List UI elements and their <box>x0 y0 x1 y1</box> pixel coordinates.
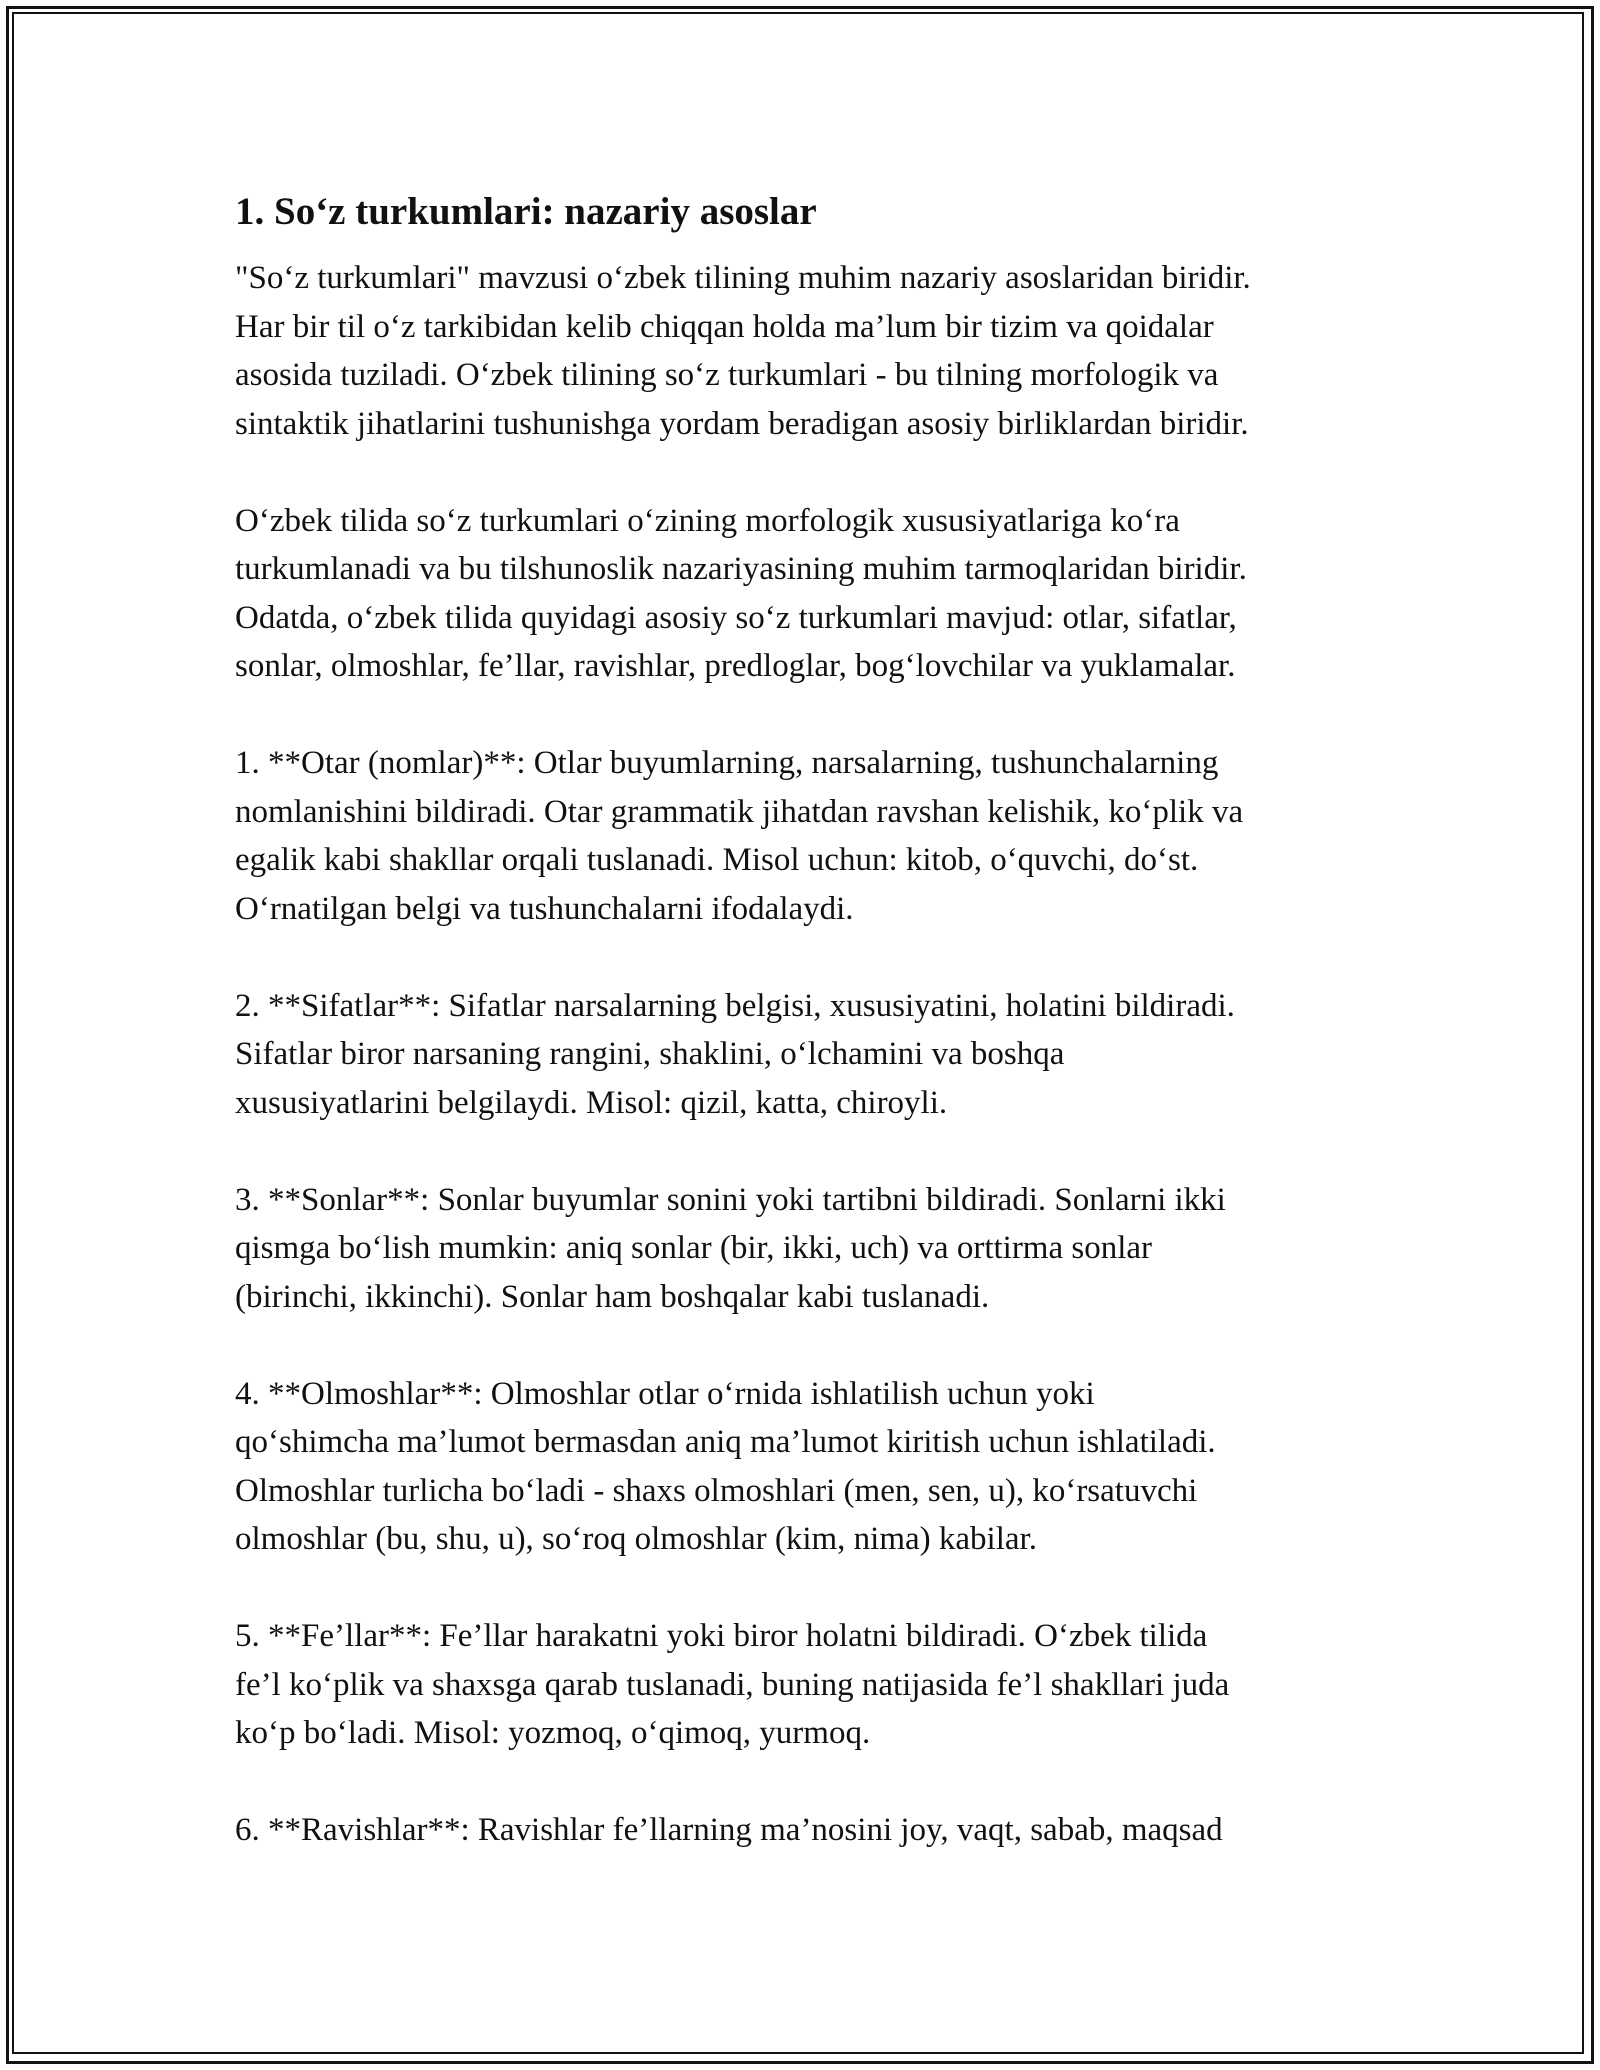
paragraph-sonlar <box>235 1176 1385 1322</box>
text-line: egalik kabi shakllar orqali tuslanadi. Misol uchun: kitob, o‘quvchi, do‘st. <box>235 842 1199 878</box>
paragraph-intro <box>235 254 1385 448</box>
text-line: asosida tuziladi. O‘zbek tilining so‘z turkumlari - bu tilning morfologik va <box>235 357 1219 393</box>
text-line: nomlanishini bildiradi. Otar grammatik jihatdan ravshan kelishik, ko‘plik va <box>235 793 1244 830</box>
text-line: turkumlanadi va bu tilshunoslik nazariyasining muhim tarmoqlaridan biridir. <box>235 551 1247 587</box>
text-line: 4. **Olmoshlar**: Olmoshlar otlar o‘rnida ishlatilish uchun yoki <box>235 1375 1095 1412</box>
paragraph-sifatlar <box>235 982 1385 1128</box>
paragraph-otlar <box>235 739 1385 933</box>
text-line: O‘zbek tilida so‘z turkumlari o‘zining morfologik xususiyatlariga ko‘ra <box>235 502 1180 539</box>
text-line: fe’l ko‘plik va shaxsga qarab tuslanadi, buning natijasida fe’l shakllari juda <box>235 1666 1230 1703</box>
paragraph-overview <box>235 497 1385 691</box>
text-line: sonlar, olmoshlar, fe’llar, ravishlar, predloglar, bog‘lovchilar va yuklamalar. <box>235 648 1236 684</box>
text-line: xususiyatlarini belgilaydi. Misol: qizil, katta, chiroyli. <box>235 1084 948 1121</box>
text-line: Odatda, o‘zbek tilida quyidagi asosiy so‘z turkumlari mavjud: otlar, sifatlar, <box>235 599 1237 636</box>
text-line: Har bir til o‘z tarkibidan kelib chiqqan holda ma’lum bir tizim va qoidalar <box>235 308 1214 345</box>
paragraph-olmoshlar <box>235 1370 1385 1564</box>
text-line: qismga bo‘lish mumkin: aniq sonlar (bir, ikki, uch) va orttirma sonlar <box>235 1230 1153 1266</box>
text-line: olmoshlar (bu, shu, u), so‘roq olmoshlar (kim, nima) kabilar. <box>235 1521 1037 1557</box>
paragraph-ravishlar <box>235 1806 1385 1855</box>
text-line: "So‘z turkumlari" mavzusi o‘zbek tilining muhim nazariy asoslaridan biridir. <box>235 260 1251 296</box>
text-line: qo‘shimcha ma’lumot bermasdan aniq ma’lumot kiritish uchun ishlatiladi. <box>235 1424 1216 1460</box>
text-line: Olmoshlar turlicha bo‘ladi - shaxs olmoshlari (men, sen, u), ko‘rsatuvchi <box>235 1472 1198 1509</box>
text-line: (birinchi, ikkinchi). Sonlar ham boshqalar kabi tuslanadi. <box>235 1278 990 1315</box>
text-line: 3. **Sonlar**: Sonlar buyumlar sonini yoki tartibni bildiradi. Sonlarni ikki <box>235 1181 1226 1218</box>
text-line: 5. **Fe’llar**: Fe’llar harakatni yoki biror holatni bildiradi. O‘zbek tilida <box>235 1618 1208 1654</box>
text-line: sintaktik jihatlarini tushunishga yordam beradigan asosiy birliklardan biridir. <box>235 405 1249 442</box>
text-line: Sifatlar biror narsaning rangini, shaklini, o‘lchamini va boshqa <box>235 1036 1065 1072</box>
document-body <box>235 188 1385 1903</box>
text-line: O‘rnatilgan belgi va tushunchalarni ifodalaydi. <box>235 890 854 927</box>
text-line: 6. **Ravishlar**: Ravishlar fe’llarning ma’nosini joy, vaqt, sabab, maqsad <box>235 1812 1223 1848</box>
text-line: 2. **Sifatlar**: Sifatlar narsalarning belgisi, xususiyatini, holatini bildiradi. <box>235 987 1235 1024</box>
text-line: ko‘p bo‘ladi. Misol: yozmoq, o‘qimoq, yurmoq. <box>235 1715 871 1751</box>
text-line: 1. **Otar (nomlar)**: Otlar buyumlarning, narsalarning, tushunchalarning <box>235 745 1219 781</box>
section-title: 1. So‘z turkumlari: nazariy asoslar <box>235 190 817 233</box>
paragraph-fellar <box>235 1612 1385 1758</box>
